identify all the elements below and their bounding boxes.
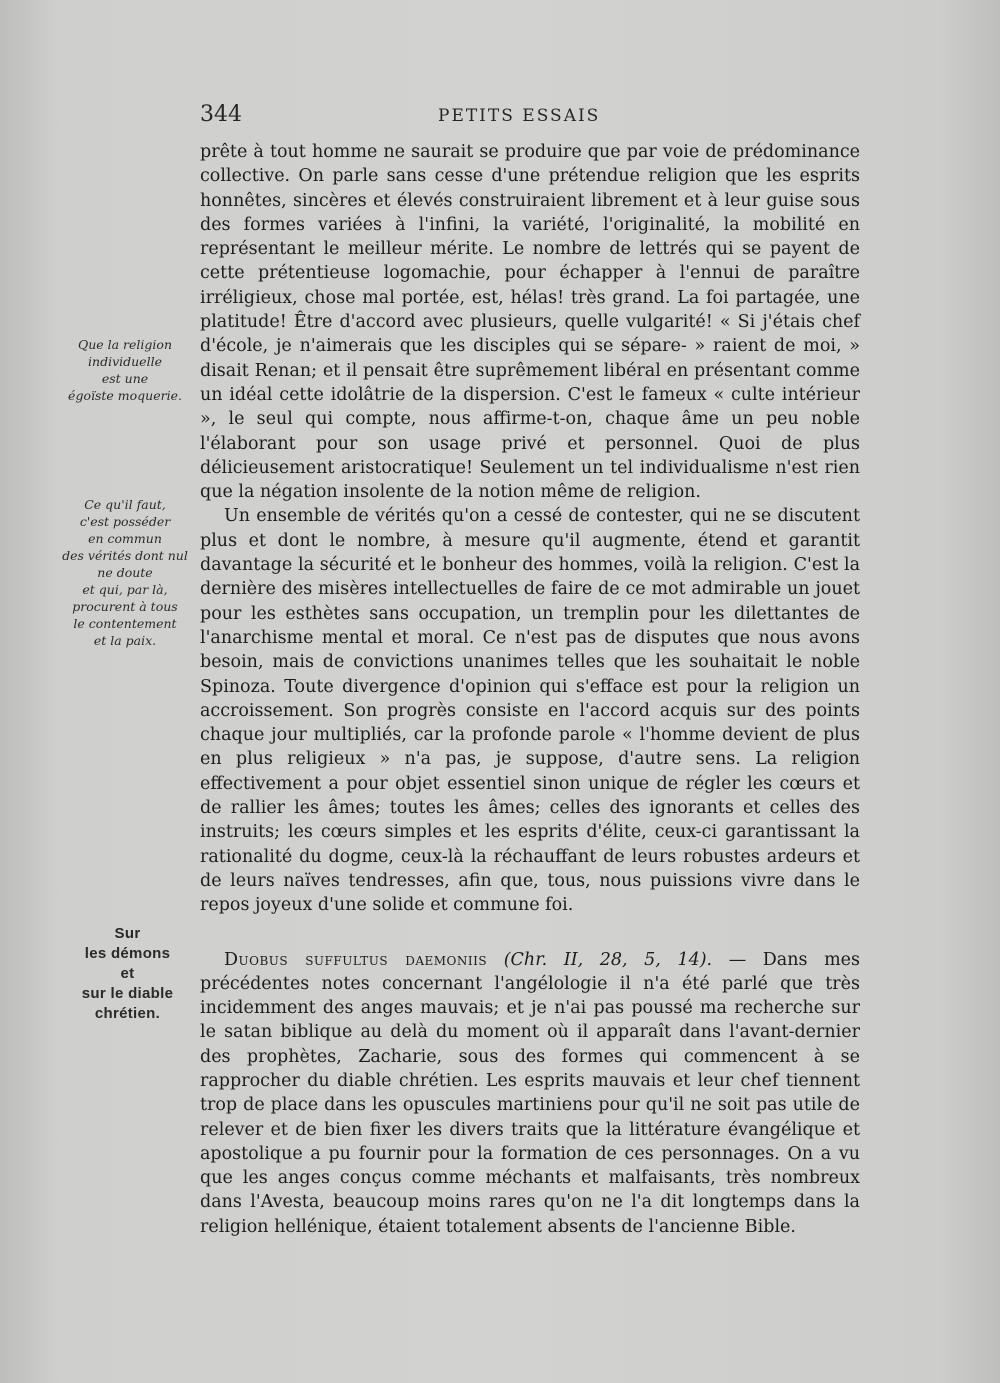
margin-note-line: sur le diable — [81, 985, 174, 1002]
margin-note-line: ne doute — [97, 565, 153, 580]
margin-note-line: des vérités dont nul — [62, 548, 188, 563]
margin-note-line: Ce qu'il faut, — [84, 497, 166, 512]
paragraph-3 — [200, 948, 860, 1240]
margin-note-religion-individuelle — [60, 336, 190, 404]
margin-note-line: égoïste moquerie. — [68, 388, 182, 403]
margin-note-line: Sur — [114, 925, 141, 942]
margin-note-line: et qui, par là, — [82, 582, 168, 597]
running-title: PETITS ESSAIS — [438, 106, 601, 126]
margin-note-demons-diable — [60, 924, 195, 1024]
margin-note-line: en commun — [88, 531, 162, 546]
margin-note-line: est une — [101, 371, 149, 386]
paragraph-2: Un ensemble de vérités qu'on a cessé de contester, qui ne se discutent plus et dont le nombre, à mesure qu'il augmente, étend et garantit davantage la sécurité et le bonheur des hommes, voilà la religion. C'est la dernière des misères intellectuelles de faire de ce mot admirable un jouet pour les esthètes sans occupation, un tremplin pour les dilettantes de l'anarchisme mental et moral. Ce n'est pas de disputes que nous avons besoin, mais de convictions unanimes telles que les souhaitait le noble Spinoza. Toute divergence d'opinion qui s'efface est pour la religion un accroissement. Son progrès consiste en l'accord acquis sur des points chaque jour multipliés, car la profonde parole « l'homme devient de plus en plus religieux » n'a pas, je suppose, d'autre sens. La religion effectivement a pour objet essentiel sinon unique de régler les cœurs et de rallier les âmes; toutes les âmes; celles des ignorants et celles des instruits; les cœurs simples et les esprits d'élite, ceux-ci garantissant la rationalité du dogme, ceux-là la réchauffant de leurs robustes ardeurs et de leurs naïves tendresses, afin que, tous, nous puissions vivre dans le repos joyeux d'une solide et commune foi. — [200, 506, 860, 916]
margin-note-line: procurent à tous — [72, 599, 178, 614]
margin-note-line: les démons — [84, 945, 171, 962]
margin-note-line: individuelle — [88, 354, 162, 369]
margin-note-line: c'est posséder — [79, 514, 171, 529]
margin-note-line: Que la religion — [77, 337, 173, 352]
paragraph-3-body: — Dans mes précédentes notes concernant l'angélologie il n'a été parlé que très incidemment des anges mauvais; et je n'ai pas poussé ma recherche sur le satan biblique au delà du moment où il apparaît dans l'avant-dernier des prophètes, Zacharie, sous des formes qui commencent à se rapprocher du diable chrétien. Les esprits mauvais et leur chef tiennent trop de place dans les opuscules martiniens pour qu'il ne soit pas utile de relever et de bien fixer les divers traits que la littérature évangélique et apostolique a pu fournir pour la formation de ces personnages. On a vu que les anges conçus comme méchants et malfaisants, très nombreux dans l'Avesta, beaucoup moins rares qu'on ne l'a dit longtemps dans la religion hellénique, étaient totalement absents de l'ancienne Bible. — [200, 949, 861, 1237]
body-text — [200, 140, 860, 1239]
margin-note-line: chrétien. — [94, 1005, 161, 1022]
page-header — [200, 102, 860, 132]
margin-note-verites-communes — [60, 496, 190, 649]
margin-note-line: et la paix. — [93, 633, 157, 648]
section-heading-latin: Duobus suffultus daemoniis — [224, 949, 488, 970]
paragraph-1: prête à tout homme ne saurait se produire que par voie de prédominance collective. On parle sans cesse d'une prétendue religion que les esprits honnêtes, sincères et élevés construiraient librement et à leur guise sous des formes variées à l'infini, la variété, l'originalité, la mobilité en représentant le meilleur mérite. Le nombre de lettrés qui se payent de cette prétentieuse logomachie, pour échapper à l'ennui de paraître irréligieux, chose mal portée, est, hélas! très grand. La foi partagée, une platitude! Être d'accord avec plusieurs, quelle vulgarité! « Si j'étais chef d'école, je n'aimerais que les disciples qui se sépare- » raient de moi, » disait Renan; et il pensait être suprêmement libéral en présentant comme un idéal cette idolâtrie de la dispersion. C'est le fameux « culte intérieur », le seul qui compte, nous affirme-t-on, chaque âme un peu noble l'élaborant pour son usage privé et personnel. Quoi de plus délicieusement aristocratique! Seulement un tel individualisme n'est rien que la négation insolente de la notion même de religion. — [200, 142, 860, 503]
margin-note-line: et — [120, 965, 135, 982]
page-number: 344 — [200, 102, 242, 127]
margin-note-line: le contentement — [73, 616, 177, 631]
scripture-reference: (Chr. II, 28, 5, 14). — [503, 949, 713, 970]
